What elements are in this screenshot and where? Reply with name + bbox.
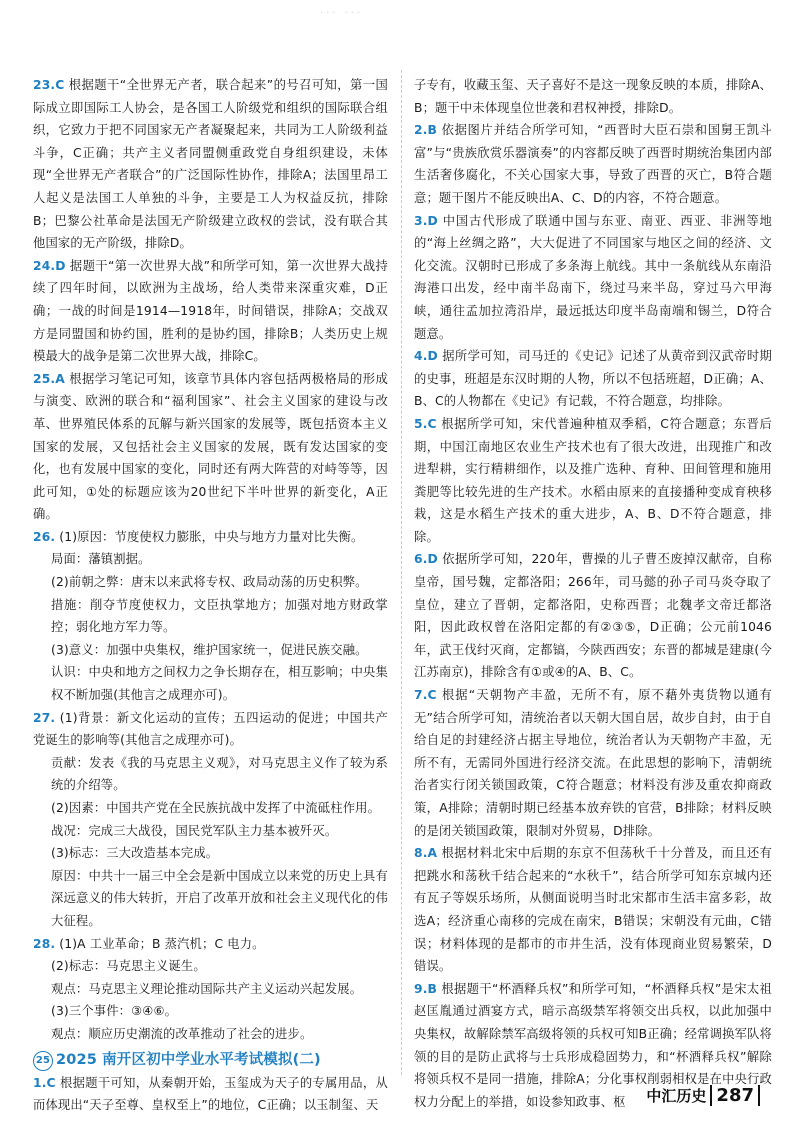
answer-text: (1)原因：节度使权力膨胀，中央与地方力量对比失衡。 (59, 529, 364, 544)
answer-text: 据所学可知，司马迁的《史记》记述了从黄帝到汉武帝时期的史事，班超是东汉时期的人物，所以不包括班超，D正确；A、B、C的人物都在《史记》有记载，不符合题意，均排除。 (414, 349, 772, 409)
right-answer-item (414, 413, 772, 549)
answer-number: 1.C (33, 1075, 56, 1090)
section-title-text: 2025 南开区初中学业水平考试模拟(二) (56, 1051, 321, 1068)
right-answer-item (414, 842, 772, 978)
left-sub-answer: 原因：中共十一届三中全会是新中国成立以来党的历史上具有深远意义的伟大转折，开启了改革开放和社会主义现代化的伟大征程。 (51, 868, 388, 928)
right-answer-item (414, 119, 772, 209)
answer-number: 26. (33, 529, 56, 544)
answer-number: 6.D (414, 552, 438, 567)
answer-number: 28. (33, 936, 56, 951)
left-sub-answer: (3)意义：加强中央集权，维护国家统一，促进民族交融。 (51, 642, 368, 657)
left-sub-answer: (2)标志：马克思主义诞生。 (51, 959, 206, 974)
answer-text: 根据题干可知，从秦朝开始，玉玺成为天子的专属用品，从而体现出“天子至尊、皇权至上”的地位，C正确；以玉制玺、天 (33, 1075, 389, 1113)
answer-number: 3.D (414, 213, 438, 228)
left-answer-item (33, 255, 388, 368)
section-title (33, 1048, 388, 1072)
answer-number: 2.B (414, 123, 438, 138)
left-sub-answer: 认识：中央和地方之间权力之争长期存在，相互影响；中央集权不断加强(其他言之成理亦可)。 (51, 665, 388, 703)
right-answer-item (414, 345, 772, 413)
answer-text: 根据所学可知，宋代普遍种植双季稻，C符合题意；东晋后期，中国江南地区农业生产技术也有了很大改进，出现推广和改进犁耕，实行精耕细作，以及推广选种、育种、田间管理和施用粪肥等比较先进的生产技术。水稻由原来的直接播种变成育秧移栽，这是水稻生产技术的重大进步，A、B、D不符合题意，排除。 (414, 416, 772, 544)
answer-text: (1)A 工业革命；B 蒸汽机；C 电力。 (59, 936, 265, 951)
footer-subject: 中汇历史 (646, 1087, 707, 1105)
left-sub-answer: (2)前朝之弊：唐末以来武将专权、政局动荡的历史积弊。 (51, 575, 368, 590)
answer-text: 中国古代形成了联通中国与东亚、南亚、西亚、非洲等地的“海上丝绸之路”，大大促进了不同国家与地区之间的经济、文化交流。汉朝时已形成了多条海上航线。其中一条航线从东南沿海港口出发，经中南半岛南下，绕过马来半岛，穿过马六甲海峡，通往孟加拉湾沿岸，最远抵达印度半岛南端和锡兰，D符合题意。 (414, 213, 772, 341)
left-sub-answer: 战况：完成三大战役，国民党军队主力基本被歼灭。 (51, 823, 338, 838)
answer-number: 5.C (414, 416, 437, 431)
section-number-badge: 25 (33, 1051, 53, 1071)
left-sub-answer: (2)因素：中国共产党在全民族抗战中发挥了中流砥柱作用。 (51, 801, 381, 815)
page-number: 287 (710, 1085, 760, 1106)
left-answer-item (33, 526, 388, 549)
answer-number: 9.B (414, 981, 438, 996)
answer-text: (1)背景：新文化运动的宣传；五四运动的促进；中国共产党诞生的影响等(其他言之成理亦可)。 (33, 710, 388, 748)
answer-text: 子专有，收藏玉玺、天子喜好不是这一现象反映的本质，排除A、B；题干中未体现皇位世袭和君权神授，排除D。 (414, 78, 772, 115)
left-sub-answer: 贡献：发表《我的马克思主义观》，对马克思主义作了较为系统的介绍等。 (51, 755, 388, 793)
answer-text: 根据题干“全世界无产者，联合起来”的号召可知，第一国际成立即国际工人协会，是各国工人阶级党和组织的国际联合组织，它致力于把不同国家无产者凝聚起来，共同为工人阶级利益斗争，C正确；共产主义者同盟侧重政党自身组织建设，未体现“全世界无产者联合”的广泛国际性协作，排除A；法国里昂工人起义是法国工人单独的斗争，主要是工人为权益反抗，排除B；巴黎公社革命是法国无产阶级建立政权的尝试，没有联合其他国家的无产阶级，排除D。 (33, 78, 388, 251)
answer-text: 依据所学可知，220年，曹操的儿子曹丕废掉汉献帝，自称皇帝，国号魏，定都洛阳；266年，司马懿的孙子司马炎夺取了皇位，建立了晋朝，定都洛阳，史称西晋；北魏孝文帝迁都洛阳，因此政权曾在洛阳定都的有②③⑤，D正确；公元前1046年，武王伐纣灭商，定都镐，今陕西西安；东晋的都城是建康(今江苏南京)，排除含有①或④的A、B、C。 (414, 552, 772, 680)
answer-text: 根据学习笔记可知，该章节具体内容包括两极格局的形成与演变、欧洲的联合和“福利国家”、社会主义国家的建设与改革、世界殖民体系的瓦解与新兴国家的发展等，既包括资本主义国家的发展，又包括社会主义国家的发展，既有发达国家的变化，也有发展中国家的变化，同时还有两大阵营的对峙等等，因此可知，①处的标题应该为20世纪下半叶世界的新变化，A正确。 (33, 371, 388, 522)
left-sub-answer: 观点：马克思主义理论推动国际共产主义运动兴起发展。 (51, 981, 363, 996)
left-answer-item (33, 74, 388, 255)
answer-number: 27. (33, 710, 56, 725)
left-sub-answer: (3)标志：三大改造基本完成。 (51, 846, 219, 861)
left-answer-item (33, 368, 388, 526)
answer-text: 据题干“第一次世界大战”和所学可知，第一次世界大战持续了四年时间，以欧洲为主战场，给人类带来深重灾难，D正确；一战的时间是1914—1918年，时间错误，排除A；交战双方是同盟国和协约国，胜利的是协约国，排除B；人类历史上规模最大的战争是第二次世界大战，排除C。 (33, 258, 388, 364)
right-answer-item (414, 684, 772, 842)
left-answer-item (33, 707, 388, 752)
left-answer-item (33, 933, 388, 956)
right-column (414, 74, 772, 1113)
answer-number: 8.A (414, 846, 438, 861)
right-answer-item (414, 74, 772, 119)
answer-text: 根据题干“杯酒释兵权”和所学可知，“杯酒释兵权”是宋太祖赵匡胤通过酒宴方式，暗示高级禁军将领交出兵权，以此加强中央集权，故解除禁军高级将领的兵权可知B正确；经常调换军队将领的目的是防止武将与士兵形成稳固势力，和“杯酒释兵权”解除将领兵权不是同一措施，排除A；分化事权削弱相权是在中央行政权力分配上的举措，如设参知政事、枢 (414, 981, 772, 1109)
answer-text: 根据“天朝物产丰盈，无所不有，原不藉外夷货物以通有无”结合所学可知，清统治者以天朝大国自居，故步自封，由于自给自足的封建经济占据主导地位，统治者认为天朝物产丰盈，无所不有，无需同外国进行经济交流。在此思想的影响下，清朝统治者实行闭关锁国政策，C符合题意；材料没有涉及重农抑商政策，A排除；清朝时期已经基本放弃铁的官营，B排除；材料反映的是闭关锁国政策，限制对外贸易，D排除。 (414, 688, 773, 838)
answer-text: 依据图片并结合所学可知，“西晋时大臣石崇和国舅王凯斗富”与“贵族欣赏乐器演奏”的内容都反映了西晋时期统治集团内部生活奢侈腐化，不关心国家大事，导致了西晋的灭亡，B符合题意；题干图片不能反映出A、C、D的内容，不符合题意。 (414, 123, 772, 205)
answer-number: 23.C (33, 78, 65, 92)
answer-number: 4.D (414, 349, 438, 364)
left-sub-answer: 局面：藩镇割据。 (51, 552, 151, 567)
top-faint-mark: ··· ··· (320, 8, 364, 19)
left-sub-answer: 观点：顺应历史潮流的改革推动了社会的进步。 (51, 1026, 313, 1041)
left-sub-answer: 措施：削夺节度使权力，文臣执掌地方；加强对地方财政掌控；弱化地方军力等。 (51, 597, 388, 635)
right-answer-item (414, 210, 772, 346)
right-answer-item (414, 548, 772, 684)
left-answer-item (33, 1072, 388, 1117)
answer-number: 7.C (414, 688, 437, 703)
left-column (33, 74, 388, 1117)
answer-text: 根据材料北宋中后期的东京不但荡秋千十分普及，而且还有把跳水和荡秋千结合起来的“水秋千”，结合所学可知东京城内还有瓦子等娱乐场所，从侧面说明当时北宋都市生活丰富多彩，故选A；经济重心南移的完成在南宋，B错误；宋朝没有元曲，C错误；材料体现的是都市的市井生活，没有体现商业贸易繁荣，D错误。 (414, 846, 773, 974)
column-divider (401, 70, 402, 1075)
left-sub-answer: (3)三个事件：③④⑥。 (51, 1004, 178, 1019)
page-footer (646, 1085, 760, 1106)
answer-number: 24.D (33, 258, 66, 273)
answer-number: 25.A (33, 371, 65, 386)
